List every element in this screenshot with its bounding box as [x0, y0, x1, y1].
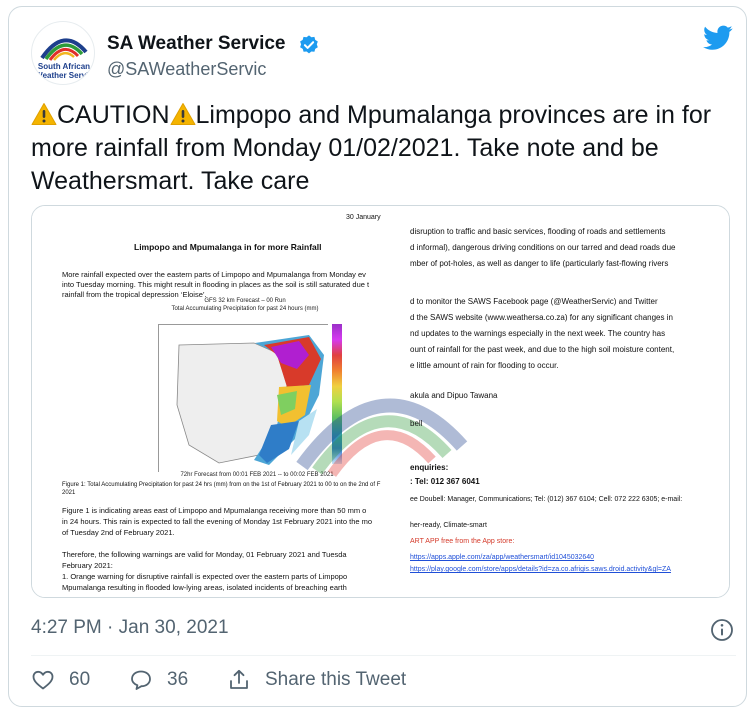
- enquiries-label: enquiries:: [410, 463, 449, 472]
- like-count: 60: [69, 669, 91, 690]
- doc-right-line: d informal), dangerous driving conditions on our tarred and dead roads due: [410, 243, 676, 252]
- doc-left-line: More rainfall expected over the eastern parts of Limpopo and Mpumalanga from Monday ev: [62, 270, 366, 279]
- like-button[interactable]: [31, 667, 90, 693]
- tweet-timestamp[interactable]: 4:27 PM · Jan 30, 2021: [31, 617, 229, 638]
- tweet-media-image[interactable]: [31, 205, 730, 598]
- tweet-text: [31, 99, 736, 198]
- caution-word: CAUTION: [57, 101, 170, 129]
- reply-button[interactable]: [129, 667, 188, 693]
- figure-caption: Figure 1: Total Accumulating Precipitation for past 24 hrs (mm) from on the 1st of February 2021 to 00 to on the 2nd of F: [62, 482, 381, 488]
- avatar-text-line1: South African: [37, 62, 91, 71]
- contact-line: ee Doubell: Manager, Communications; Tel: (012) 367 6104; Cell: 072 222 6305; e-mail:: [410, 496, 683, 503]
- info-icon[interactable]: [710, 618, 734, 642]
- doc-right-line: d to monitor the SAWS Facebook page (@WeatherServic) and Twitter: [410, 297, 658, 306]
- avatar-text-line2: Weather Servic: [35, 71, 93, 80]
- slogan: her-ready, Climate-smart: [410, 522, 487, 529]
- doc-left-line: into Tuesday morning. This might result in flooding in places as the soil is still saturated due t: [62, 280, 370, 289]
- user-handle[interactable]: @SAWeatherServic: [107, 59, 267, 79]
- reply-count: 36: [167, 669, 189, 690]
- map-footer: 72hr Forecast from 00:01 FEB 2021 -- to 00:02 FEB 2021: [180, 472, 334, 478]
- doc-date: 30 January: [346, 214, 381, 221]
- doc-body-line: Figure 1 is indicating areas east of Limpopo and Mpumalanga receiving more than 50 mm o: [62, 506, 367, 515]
- tweet-body-text: Limpopo and Mpumalanga provinces are in for more rainfall from Monday 01/02/2021. Take note and be Weathersmart. Take care: [31, 101, 712, 195]
- app-line: ART APP free from the App store:: [410, 538, 515, 545]
- avatar[interactable]: [31, 21, 95, 85]
- figure-caption: 2021: [62, 490, 76, 496]
- doc-body-line: in 24 hours. This rain is expected to fall the evening of Monday 1st February 2021 into the mo: [62, 517, 373, 526]
- doc-right-line: ount of rainfall for the past week, and due to the high soil moisture content,: [410, 345, 675, 354]
- enquiries-tel: : Tel: 012 367 6041: [410, 477, 480, 486]
- doc-body-line: Therefore, the following warnings are valid for Monday, 01 February 2021 and Tuesda: [62, 550, 347, 559]
- tweet-card: [8, 6, 747, 707]
- reply-bubble-icon: [129, 668, 153, 692]
- map-title-line1: GFS 32 km Forecast – 00 Run: [204, 298, 286, 304]
- twitter-bird-icon[interactable]: [703, 25, 733, 51]
- heart-icon: [31, 668, 55, 692]
- share-label: Share this Tweet: [265, 669, 407, 690]
- doc-right-line: disruption to traffic and basic services, flooding of roads and settlements: [410, 227, 666, 236]
- document-page-right: [382, 206, 730, 598]
- doc-body-line: 1. Orange warning for disruptive rainfall is expected over the eastern parts of Limpopo: [62, 572, 348, 581]
- share-button[interactable]: [227, 667, 406, 693]
- verified-badge-icon: [298, 34, 320, 56]
- doc-right-line: e little amount of rain for flooding to occur.: [410, 361, 559, 370]
- doc-authors: akula and Dipuo Tawana: [410, 391, 498, 400]
- warning-icon: [170, 102, 196, 126]
- app-store-link: https://apps.apple.com/za/app/weathersmart/id1045032640: [410, 554, 595, 561]
- doc-authors-2: bell: [410, 419, 423, 428]
- map-title: [170, 297, 320, 313]
- doc-right-line: mber of pot-holes, as well as danger to life (particularly fast-flowing rivers: [410, 259, 669, 268]
- doc-body-line: Mpumalanga resulting in flooded low-lying areas, isolated incidents of breaching earth: [62, 583, 347, 592]
- map-title-line2: Total Accumulating Precipitation for past 24 hours (mm): [171, 306, 319, 312]
- doc-heading: Limpopo and Mpumalanga in for more Rainfall: [134, 242, 322, 252]
- warning-icon: [31, 102, 57, 126]
- doc-body-line: of Tuesday 2nd of February 2021.: [62, 528, 175, 537]
- divider: [31, 655, 736, 656]
- doc-left-line: rainfall from the tropical depression ‘Eloise’.: [62, 290, 207, 299]
- saws-watermark-icon: [282, 346, 482, 546]
- display-name[interactable]: SA Weather Service: [107, 33, 286, 54]
- doc-body-line: February 2021:: [62, 561, 113, 570]
- play-store-link: https://play.google.com/store/apps/details?id=za.co.afrigis.saws.droid.activity&gl=ZA: [410, 566, 671, 573]
- doc-right-line: d the SAWS website (www.weathersa.co.za) for any significant changes in: [410, 313, 673, 322]
- doc-right-line: nd updates to the warnings especially in the next week. The country has: [410, 329, 666, 338]
- share-icon: [227, 668, 251, 692]
